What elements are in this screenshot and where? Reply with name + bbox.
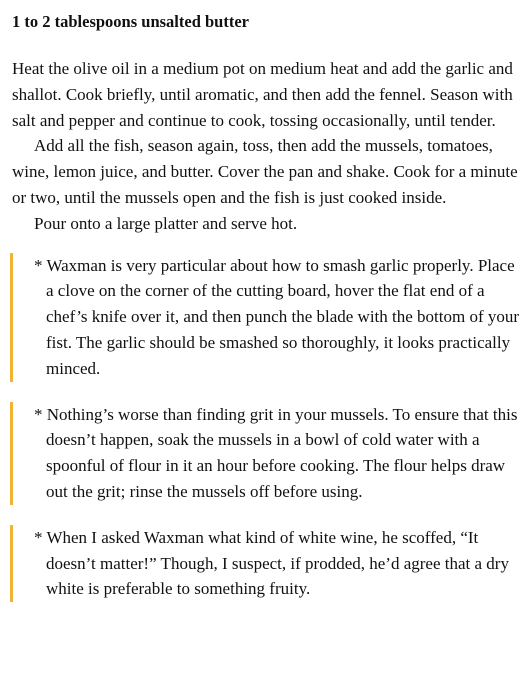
step-paragraph: Heat the olive oil in a medium pot on medium heat and add the garlic and shallot. Cook briefly, until aromatic, and then add the fennel. Season with salt and pepper and continue to cook, tossing occasionally, until tender. [12,59,513,130]
note-callout [10,525,520,602]
instructions [12,56,520,237]
note-callout [10,253,520,382]
recipe-page [12,10,520,602]
ingredient-line: 1 to 2 tablespoons unsalted butter [12,12,249,31]
step-paragraph: Add all the fish, season again, toss, then add the mussels, tomatoes, wine, lemon juice, and butter. Cover the pan and shake. Cook for a minute or two, until the mussels open and the fish is just cooked inside. [12,136,518,207]
notes [12,253,520,603]
step-paragraph: Pour onto a large platter and serve hot. [34,213,298,233]
note-text: * Nothing’s worse than finding grit in your mussels. To ensure that this doesn’t happen, soak the mussels in a bowl of cold water with a spoonful of flour in it an hour before cooking. The flour helps draw out the grit; rinse the mussels off before using. [34,404,518,501]
note-callout [10,402,520,505]
note-text: * When I asked Waxman what kind of white wine, he scoffed, “It doesn’t matter!” Though, I suspect, if prodded, he’d agree that a dry white is preferable to something fruity. [34,527,509,599]
note-text: * Waxman is very particular about how to smash garlic properly. Place a clove on the corner of the cutting board, hover the flat end of a chef’s knife over it, and then punch the blade with the bottom of your fist. The garlic should be smashed so thoroughly, it looks practically minced. [34,255,520,378]
